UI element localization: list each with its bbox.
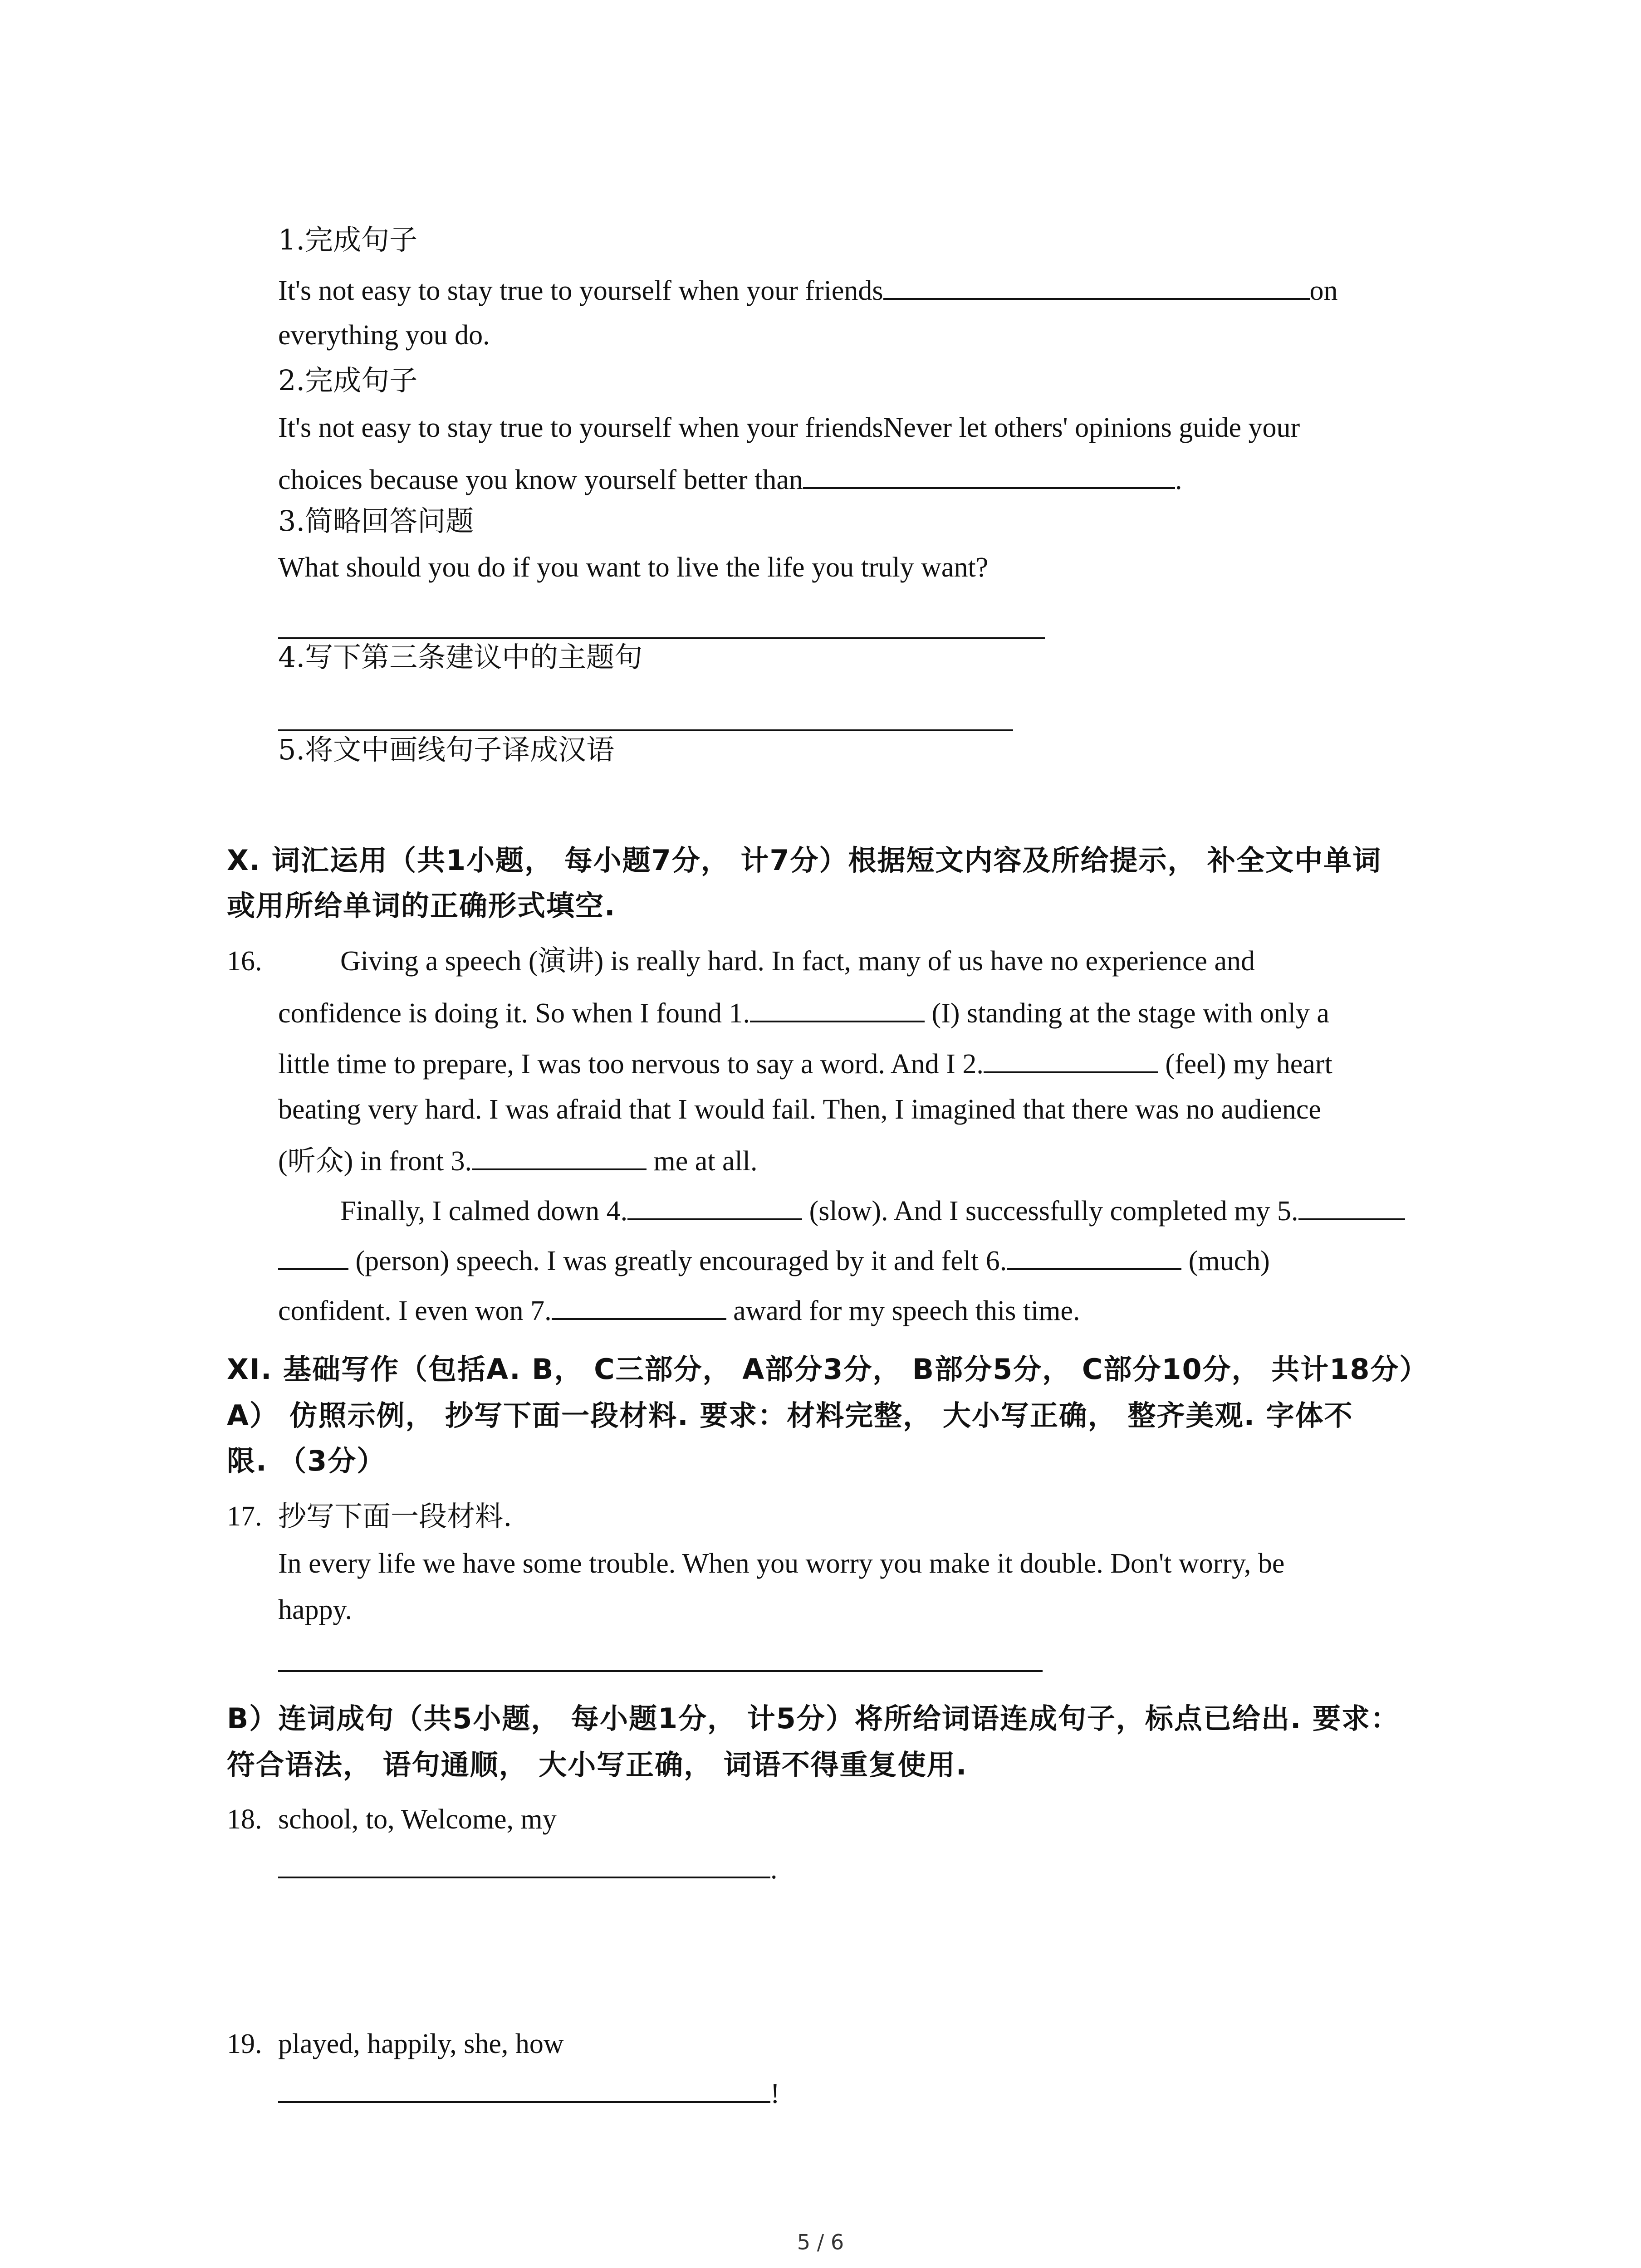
question-18-words: school, to, Welcome, my [278, 1804, 557, 1835]
subquestion-4-label: 4.写下第三条建议中的主题句 [278, 640, 643, 674]
section-x-header-line1: X. 词汇运用（共1小题， 每小题7分， 计7分）根据短文内容及所给提示， 补全文中单词 [227, 844, 1382, 877]
page-number: 5 / 6 [797, 2230, 844, 2254]
subquestion-2-label: 2.完成句子 [278, 364, 418, 397]
subquestion-1-line1: It's not easy to stay true to yourself when your friends on [278, 275, 1338, 306]
blank-16-1[interactable] [750, 997, 925, 1022]
answer-blank-19[interactable] [278, 2077, 770, 2103]
section-xi-a-line1: A） 仿照示例， 抄写下面一段材料. 要求：材料完整， 大小写正确， 整齐美观. 字体不 [227, 1399, 1353, 1432]
subquestion-2-line2: choices because you know yourself better than . [278, 464, 1182, 495]
q16-line4: beating very hard. I was afraid that I would fail. Then, I imagined that there was no audience [278, 1094, 1321, 1125]
answer-blank-18[interactable] [278, 1853, 770, 1878]
subquestion-2-line1: It's not easy to stay true to yourself when your friendsNever let others' opinions guide your [278, 412, 1300, 443]
section-b-header-line1: B）连词成句（共5小题， 每小题1分， 计5分）将所给词语连成句子，标点已给出. 要求： [227, 1702, 1400, 1735]
q16-line2: confidence is doing it. So when I found 1. (I) standing at the stage with only a [278, 998, 1329, 1029]
blank-16-2[interactable] [984, 1048, 1158, 1073]
answer-line-3[interactable] [278, 637, 1045, 639]
question-17-text-line1: In every life we have some trouble. When you worry you make it double. Don't worry, be [278, 1548, 1285, 1579]
q16-line8: confident. I even won 7. award for my speech this time. [278, 1295, 1080, 1326]
question-16-number: 16. [227, 946, 262, 977]
answer-line-17[interactable] [278, 1670, 1043, 1672]
question-19-answer: ! [278, 2077, 780, 2108]
question-18-answer: . [278, 1853, 778, 1883]
question-19-number: 19. [227, 2028, 262, 2059]
answer-line-4[interactable] [278, 729, 1013, 731]
question-18-number: 18. [227, 1804, 262, 1835]
subquestion-3-question: What should you do if you want to live the life you truly want? [278, 552, 989, 583]
blank-16-3[interactable] [472, 1145, 647, 1170]
subquestion-1-line2: everything you do. [278, 320, 490, 351]
section-xi-a-line2: 限. （3分） [227, 1444, 386, 1477]
blank-16-4[interactable] [627, 1195, 802, 1220]
question-17-text-line2: happy. [278, 1594, 352, 1625]
question-17-label: 抄写下面一段材料. [278, 1500, 512, 1533]
q16-line5: (听众) in front 3. me at all. [278, 1146, 758, 1177]
blank-16-7[interactable] [552, 1295, 726, 1320]
subquestion-5-label: 5.将文中画线句子译成汉语 [278, 733, 615, 766]
blank-16-5a[interactable] [1298, 1195, 1405, 1220]
question-17-number: 17. [227, 1501, 262, 1532]
q16-line1: Giving a speech (演讲) is really hard. In fact, many of us have no experience and [340, 946, 1255, 977]
section-xi-header: XI. 基础写作（包括A. B， C三部分， A部分3分， B部分5分， C部分10分， 共计18分） [227, 1353, 1429, 1386]
blank-16-5b[interactable] [278, 1245, 348, 1270]
q16-line6: Finally, I calmed down 4. (slow). And I successfully completed my 5. [340, 1195, 1405, 1225]
answer-blank-1[interactable] [883, 274, 1310, 300]
blank-16-6[interactable] [1007, 1245, 1181, 1270]
section-b-header-line2: 符合语法， 语句通顺， 大小写正确， 词语不得重复使用. [227, 1748, 968, 1781]
q16-line3: little time to prepare, I was too nervous to say a word. And I 2. (feel) my heart [278, 1049, 1332, 1080]
subquestion-1-label: 1.完成句子 [278, 223, 418, 256]
subquestion-3-label: 3.简略回答问题 [278, 504, 474, 538]
answer-blank-2[interactable] [803, 464, 1175, 489]
section-x-header-line2: 或用所给单词的正确形式填空. [227, 889, 616, 922]
question-19-words: played, happily, she, how [278, 2028, 564, 2059]
q16-line7: (person) speech. I was greatly encouraged by it and felt 6. (much) [278, 1245, 1270, 1275]
